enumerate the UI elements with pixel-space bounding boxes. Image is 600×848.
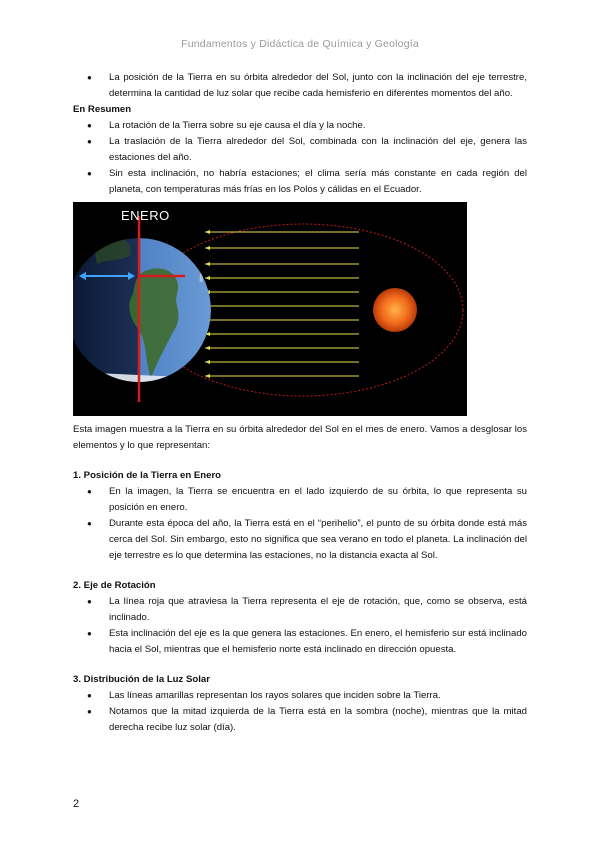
page-number: 2 xyxy=(73,798,80,810)
section-list xyxy=(73,688,527,736)
list-item: ● Sin esta inclinación, no habría estaciones; el clima sería más constante en cada región del planeta, con temperaturas más frías en los Polos y cálidas en el Ecuador. xyxy=(73,166,527,198)
summary-heading: En Resumen xyxy=(73,104,132,115)
list-item: ● En la imagen, la Tierra se encuentra en el lado izquierdo de su órbita, lo que representa su posición en enero. xyxy=(73,484,527,516)
list-item: ● Notamos que la mitad izquierda de la Tierra está en la sombra (noche), mientras que la mitad derecha recibe luz solar (día). xyxy=(73,704,527,736)
list-item: ● La rotación de la Tierra sobre su eje causa el día y la noche. xyxy=(73,118,527,134)
summary-list xyxy=(73,118,527,198)
sun-rays xyxy=(205,232,359,376)
section-list xyxy=(73,594,527,658)
earth-orbit-figure xyxy=(73,202,467,416)
list-item: ● Esta inclinación del eje es la que genera las estaciones. En enero, el hemisferio sur está inclinado hacia el Sol, mientras que el hemisferio norte está inclinado en dirección opuesta. xyxy=(73,626,527,658)
section-heading: 2. Eje de Rotación xyxy=(73,580,156,591)
section-list xyxy=(73,484,527,564)
earth-orbit-illustration xyxy=(73,202,467,416)
section-heading: 1. Posición de la Tierra en Enero xyxy=(73,470,222,481)
section-heading: 3. Distribución de la Luz Solar xyxy=(73,674,211,685)
sun xyxy=(373,288,417,332)
list-item: ● La traslación de la Tierra alrededor del Sol, combinada con la inclinación del eje, genera las estaciones del año. xyxy=(73,134,527,166)
intro-list xyxy=(73,70,527,102)
list-item: ● La línea roja que atraviesa la Tierra representa el eje de rotación, que, como se observa, está inclinado. xyxy=(73,594,527,626)
list-item: ● Durante esta época del año, la Tierra está en el “perihelio”, el punto de su órbita donde está más cerca del Sol. Sin embargo, esto no significa que sea verano en todo el planeta. La inclinación del eje terrestre es lo que determina las estaciones, no la distancia exacta al Sol. xyxy=(73,516,527,564)
earth xyxy=(73,232,211,392)
page-content xyxy=(73,70,527,736)
list-item: ● Las líneas amarillas representan los rayos solares que inciden sobre la Tierra. xyxy=(73,688,527,704)
figure-label: ENERO xyxy=(121,208,170,223)
list-item: ● La posición de la Tierra en su órbita alrededor del Sol, junto con la inclinación del eje terrestre, determina la cantidad de luz solar que recibe cada hemisferio en diferentes momentos del año. xyxy=(73,70,527,102)
image-description: Esta imagen muestra a la Tierra en su órbita alrededor del Sol en el mes de enero. Vamos a desglosar los elementos y lo que representan: xyxy=(73,424,527,451)
page-header: Fundamentos y Didáctica de Química y Geología xyxy=(181,38,419,50)
